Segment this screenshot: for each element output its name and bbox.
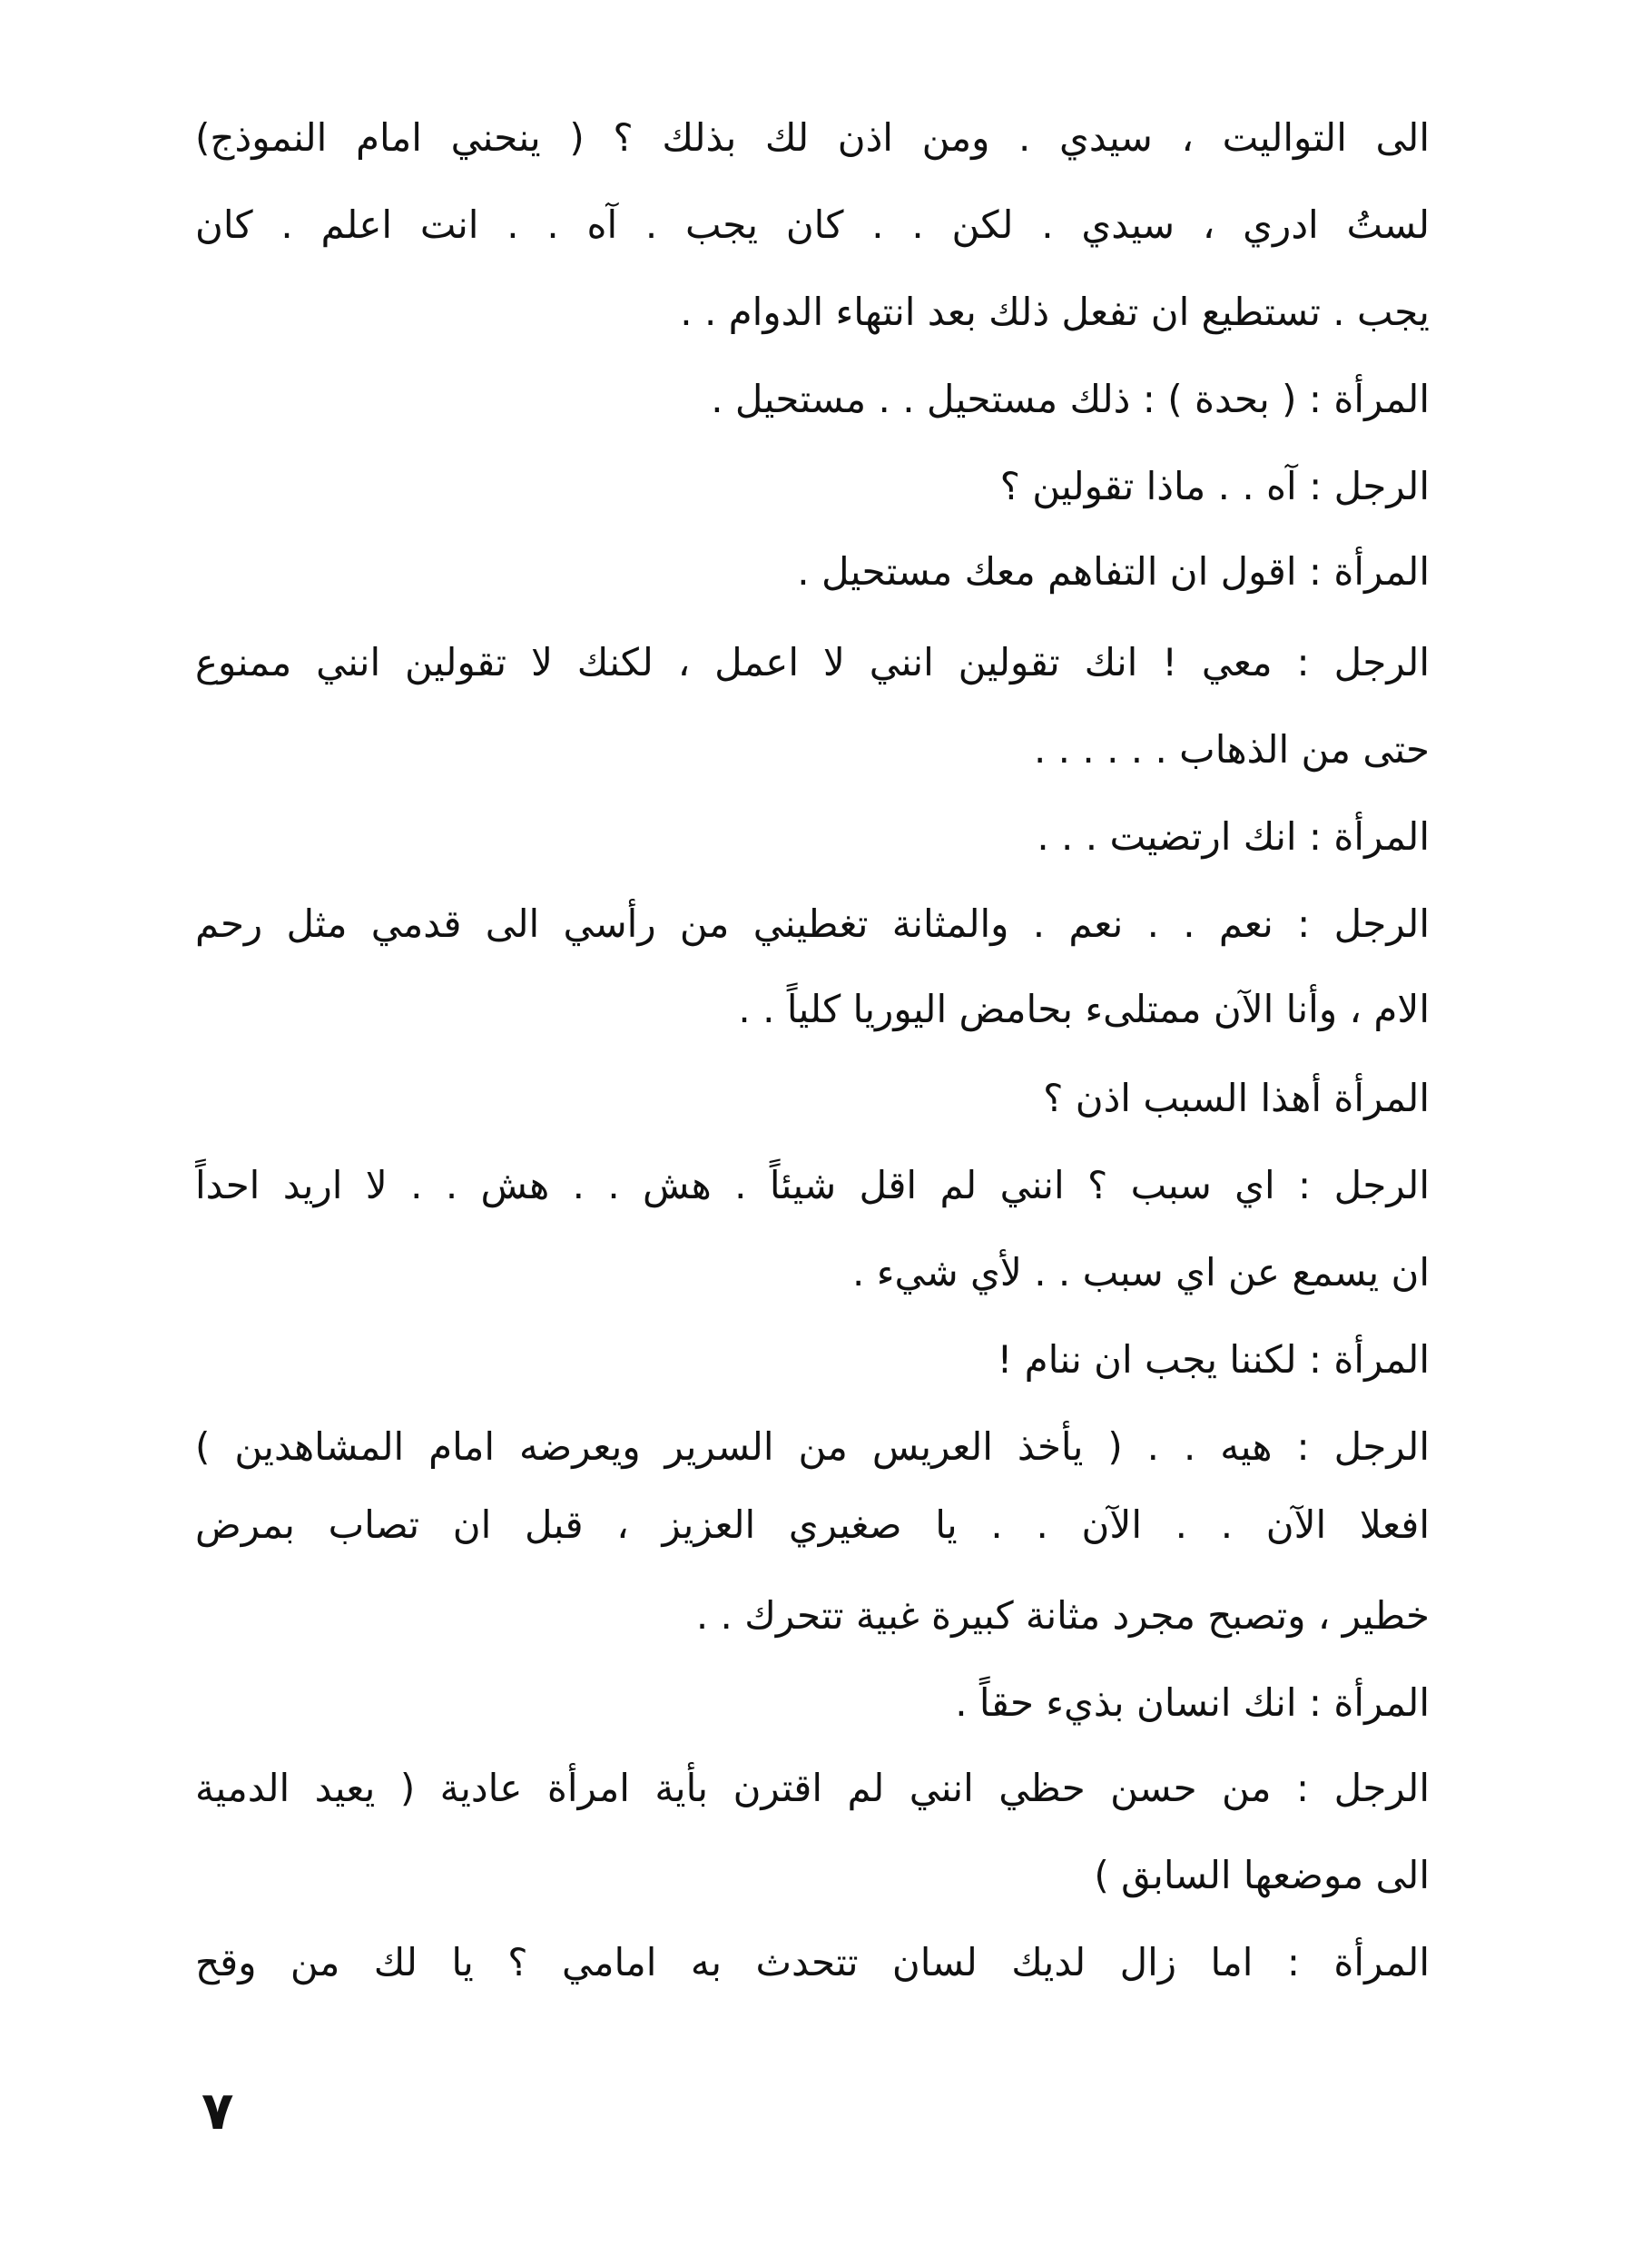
text-line: المرأة : انك انسان بذيء حقاً . xyxy=(955,1680,1430,1725)
text-line: الرجل : معي ! انك تقولين انني لا اعمل ، لكنك لا تقولين انني ممنوع xyxy=(195,640,1430,684)
text-line: يجب . تستطيع ان تفعل ذلك بعد انتهاء الدوام . . xyxy=(680,290,1430,334)
text-line: الام ، وأنا الآن ممتلىء بحامض اليوريا كلياً . . xyxy=(738,987,1430,1031)
text-line: الرجل : هيه . . ( يأخذ العريس من السرير ويعرضه امام المشاهدين ) xyxy=(195,1424,1430,1469)
page-number: ٧ xyxy=(202,2080,234,2142)
text-line: افعلا الآن . . الآن . . يا صغيري العزيز ، قبل ان تصاب بمرض xyxy=(195,1502,1430,1547)
text-line: المرأة : انك ارتضيت . . . xyxy=(1037,814,1430,859)
text-line: المرأة : اقول ان التفاهم معك مستحيل . xyxy=(797,549,1430,594)
text-line: خطير ، وتصبح مجرد مثانة كبيرة غبية تتحرك . . xyxy=(695,1593,1430,1638)
text-line: الرجل : آه . . ماذا تقولين ؟ xyxy=(999,464,1430,508)
text-line: حتى من الذهاب . . . . . . xyxy=(1033,727,1430,772)
text-line: المرأة : اما زال لديك لسان تتحدث به امامي ؟ يا لك من وقح xyxy=(195,1940,1430,1984)
text-line: الى موضعها السابق ) xyxy=(1094,1853,1430,1897)
text-line: الرجل : من حسن حظي انني لم اقترن بأية امرأة عادية ( يعيد الدمية xyxy=(195,1766,1430,1810)
text-line: لستُ ادري ، سيدي . لكن . . كان يجب . آه . . انت اعلم . كان xyxy=(195,202,1430,247)
text-line: ان يسمع عن اي سبب . . لأي شيء . xyxy=(852,1250,1430,1295)
text-line: الرجل : نعم . . نعم . والمثانة تغطيني من رأسي الى قدمي مثل رحم xyxy=(195,901,1430,946)
text-line: المرأة أهذا السبب اذن ؟ xyxy=(1043,1076,1430,1120)
text-line: الرجل : اي سبب ؟ انني لم اقل شيئاً . هش . . هش . . لا اريد احداً xyxy=(195,1163,1430,1207)
text-line: المرأة : ( بحدة ) : ذلك مستحيل . . مستحيل . xyxy=(711,377,1430,421)
text-line: الى التواليت ، سيدي . ومن اذن لك بذلك ؟ ( ينحني امام النموذج) xyxy=(195,115,1430,160)
text-line: المرأة : لكننا يجب ان ننام ! xyxy=(997,1337,1430,1382)
